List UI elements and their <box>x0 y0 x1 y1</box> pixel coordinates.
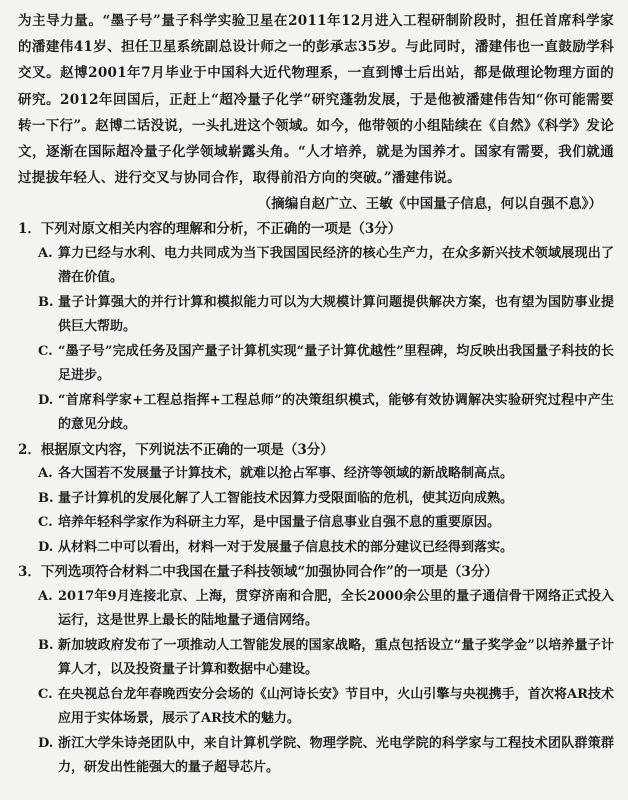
option-label: B. <box>38 637 54 653</box>
question-stem: 1．下列对原文相关内容的理解和分析，不正确的一项是（3分） <box>18 221 402 238</box>
option-text: 培养年轻科学家作为科研主力军，是中国量子信息事业自强不息的重要原因。 <box>58 515 501 531</box>
option-label: B. <box>38 490 54 506</box>
option-text: 各大国若不发展量子计算技术，就难以抢占军事、经济等领域的新战略制高点。 <box>58 466 514 482</box>
option-b <box>18 291 614 340</box>
option-list <box>18 242 614 438</box>
option-list <box>18 585 614 781</box>
option-label: C. <box>38 343 53 359</box>
option-a <box>18 462 614 487</box>
option-label: D. <box>38 539 54 555</box>
option-text: 在央视总台龙年春晚西安分会场的《山河诗长安》节目中，火山引擎与央视携手，首次将AR技术应用于实体场景，展示了AR技术的魅力。 <box>58 686 614 727</box>
question-stem: 2．根据原文内容，下列说法不正确的一项是（3分） <box>18 441 334 458</box>
option-label: B. <box>38 294 54 310</box>
option-d <box>18 389 614 438</box>
option-c <box>18 340 614 389</box>
option-label: A. <box>38 245 53 261</box>
option-b <box>18 634 614 683</box>
option-text: 新加坡政府发布了一项推动人工智能发展的国家战略，重点包括设立“量子奖学金”以培养量子计算人才，以及投资量子计算和数据中心建设。 <box>58 637 614 678</box>
question-stem: 3．下列选项符合材料二中我国在量子科技领域“加强协同合作”的一项是（3分） <box>18 564 498 581</box>
option-a <box>18 585 614 634</box>
passage-source: （摘编自赵广立、王敏《中国量子信息，何以自强不息》） <box>257 196 602 213</box>
question-1 <box>18 217 614 438</box>
question-3 <box>18 560 614 781</box>
option-text: 从材料二中可以看出，材料一对于发展量子信息技术的部分建议已经得到落实。 <box>58 539 514 555</box>
option-text: “墨子号”完成任务及国产量子计算机实现“量子计算优越性”里程碑，均反映出我国量子科技的长足进步。 <box>58 343 614 384</box>
option-c <box>18 683 614 732</box>
option-d <box>18 536 614 561</box>
option-list <box>18 462 614 560</box>
option-text: 算力已经与水利、电力共同成为当下我国国民经济的核心生产力，在众多新兴技术领域展现出了潜在价值。 <box>58 245 614 286</box>
option-label: D. <box>38 392 54 408</box>
reading-passage <box>18 8 614 191</box>
option-text: 2017年9月连接北京、上海，贯穿济南和合肥，全长2000余公里的量子通信骨干网络正式投入运行，这是世界上最长的陆地量子通信网络。 <box>58 588 614 629</box>
question-2 <box>18 438 614 561</box>
option-d <box>18 732 614 781</box>
option-label: A. <box>38 466 53 482</box>
option-text: 浙江大学朱诗尧团队中，来自计算机学院、物理学院、光电学院的科学家与工程技术团队群策群力，研发出性能强大的量子超导芯片。 <box>58 735 614 776</box>
option-a <box>18 242 614 291</box>
option-label: D. <box>38 735 54 751</box>
option-label: C. <box>38 515 53 531</box>
option-c <box>18 511 614 536</box>
option-b <box>18 487 614 512</box>
option-label: A. <box>38 588 53 604</box>
option-text: 量子计算强大的并行计算和模拟能力可以为大规模计算问题提供解决方案，也有望为国防事业提供巨大帮助。 <box>58 294 614 335</box>
option-text: 量子计算机的发展化解了人工智能技术因算力受限面临的危机，使其迈向成熟。 <box>58 490 514 506</box>
option-text: “首席科学家+工程总指挥+工程总师”的决策组织模式，能够有效协调解决实验研究过程中产生的意见分歧。 <box>58 392 614 433</box>
option-label: C. <box>38 686 53 702</box>
passage-paragraph: 为主导力量。“墨子号”量子科学实验卫星在2011年12月进入工程研制阶段时，担任首席科学家的潘建伟41岁、担任卫星系统副总设计师之一的彭承志35岁。与此同时，潘建伟也一直鼓励学科交叉。赵博2001年7月毕业于中国科大近代物理系，一直到博士后出站，都是做理论物理方面的研究。2012年回国后，正赶上“超冷量子化学”研究蓬勃发展，于是他被潘建伟告知“你可能需要转一下行”。赵博二话没说，一头扎进这个领域。如今，他带领的小组陆续在《自然》《科学》发论文，逐渐在国际超冷量子化学领域崭露头角。“人才培养，就是为国养才。国家有需要，我们就通过提拔年轻人、进行交叉与协同合作，取得前沿方向的突破。”潘建伟说。 <box>18 13 614 187</box>
